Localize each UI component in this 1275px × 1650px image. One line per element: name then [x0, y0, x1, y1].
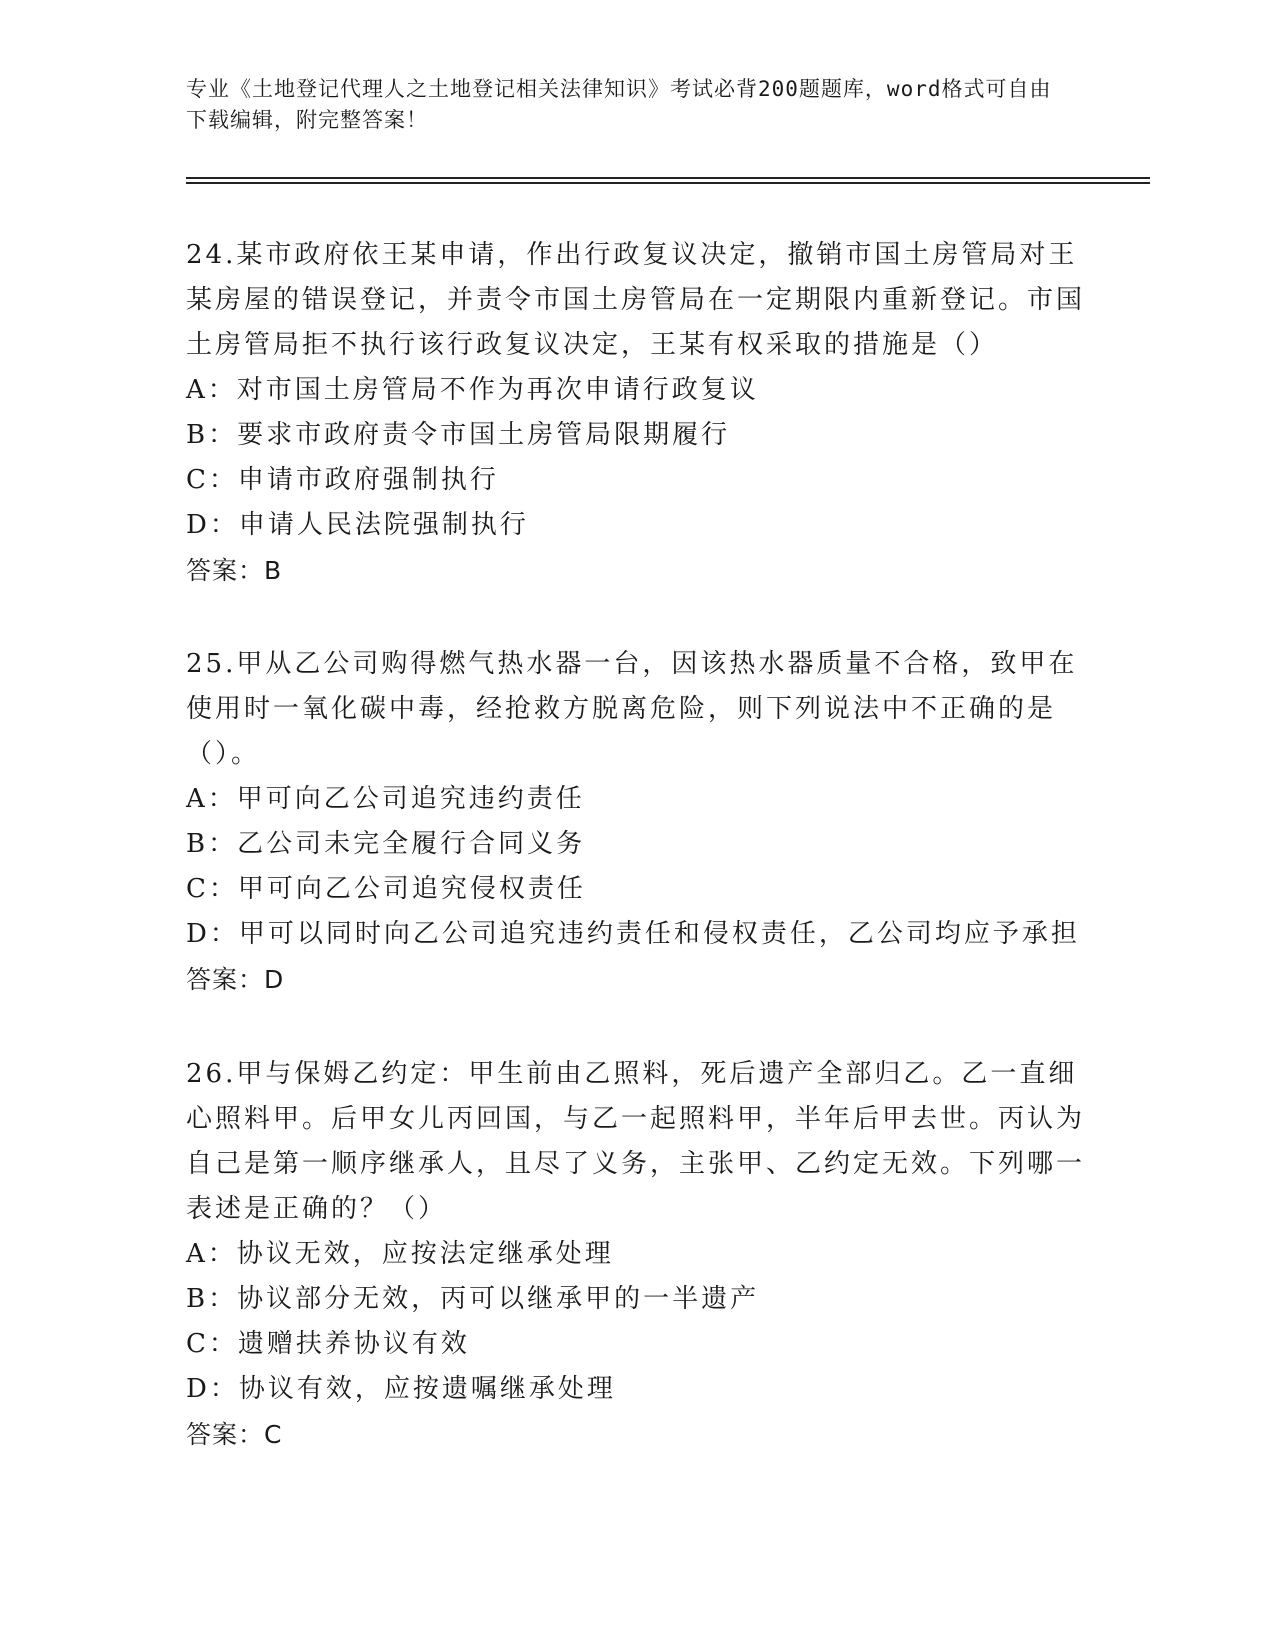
option-d: D：协议有效，应按遗嘱继承处理 [186, 1374, 616, 1404]
option-a: A：对市国土房管局不作为再次申请行政复议 [186, 375, 759, 405]
option-a: A：甲可向乙公司追究违约责任 [186, 784, 585, 814]
question-stem: 26.甲与保姆乙约定：甲生前由乙照料，死后遗产全部归乙。乙一直细心照料甲。后甲女儿丙回国，与乙一起照料甲，半年后甲去世。丙认为自己是第一顺序继承人，且尽了义务，主张甲、乙约定无效。下列哪一表述是正确的？（） [186, 1059, 1086, 1224]
option-b: B：要求市政府责令市国土房管局限期履行 [186, 420, 731, 450]
answer-label: 答案：D [186, 965, 285, 994]
option-d: D：甲可以同时向乙公司追究违约责任和侵权责任，乙公司均应予承担 [186, 919, 1080, 949]
answer-label: 答案：B [186, 556, 283, 585]
option-d: D：申请人民法院强制执行 [186, 510, 529, 540]
option-c: C：甲可向乙公司追究侵权责任 [186, 874, 586, 904]
header-divider-top [186, 177, 1150, 179]
option-b: B：乙公司未完全履行合同义务 [186, 829, 586, 859]
question-stem: 25.甲从乙公司购得燃气热水器一台，因该热水器质量不合格，致甲在使用时一氧化碳中毒，经抢救方脱离危险，则下列说法中不正确的是（）。 [186, 649, 1078, 769]
option-b: B：协议部分无效，丙可以继承甲的一半遗产 [186, 1284, 760, 1314]
option-c: C：遗赠扶养协议有效 [186, 1329, 470, 1359]
question-24 [186, 233, 1086, 594]
header-divider-bottom [186, 182, 1150, 184]
option-a: A：协议无效，应按法定继承处理 [186, 1239, 614, 1269]
question-26 [186, 1052, 1086, 1458]
question-stem: 24.某市政府依王某申请，作出行政复议决定，撤销市国土房管局对王某房屋的错误登记，并责令市国土房管局在一定期限内重新登记。市国土房管局拒不执行该行政复议决定，王某有权采取的措施是（） [186, 240, 1086, 360]
document-intro: 专业《土地登记代理人之土地登记相关法律知识》考试必背200题题库，word格式可自由下载编辑，附完整答案！ [186, 77, 1052, 132]
option-c: C：申请市政府强制执行 [186, 465, 499, 495]
answer-label: 答案：C [186, 1420, 283, 1449]
question-25 [186, 642, 1086, 1003]
